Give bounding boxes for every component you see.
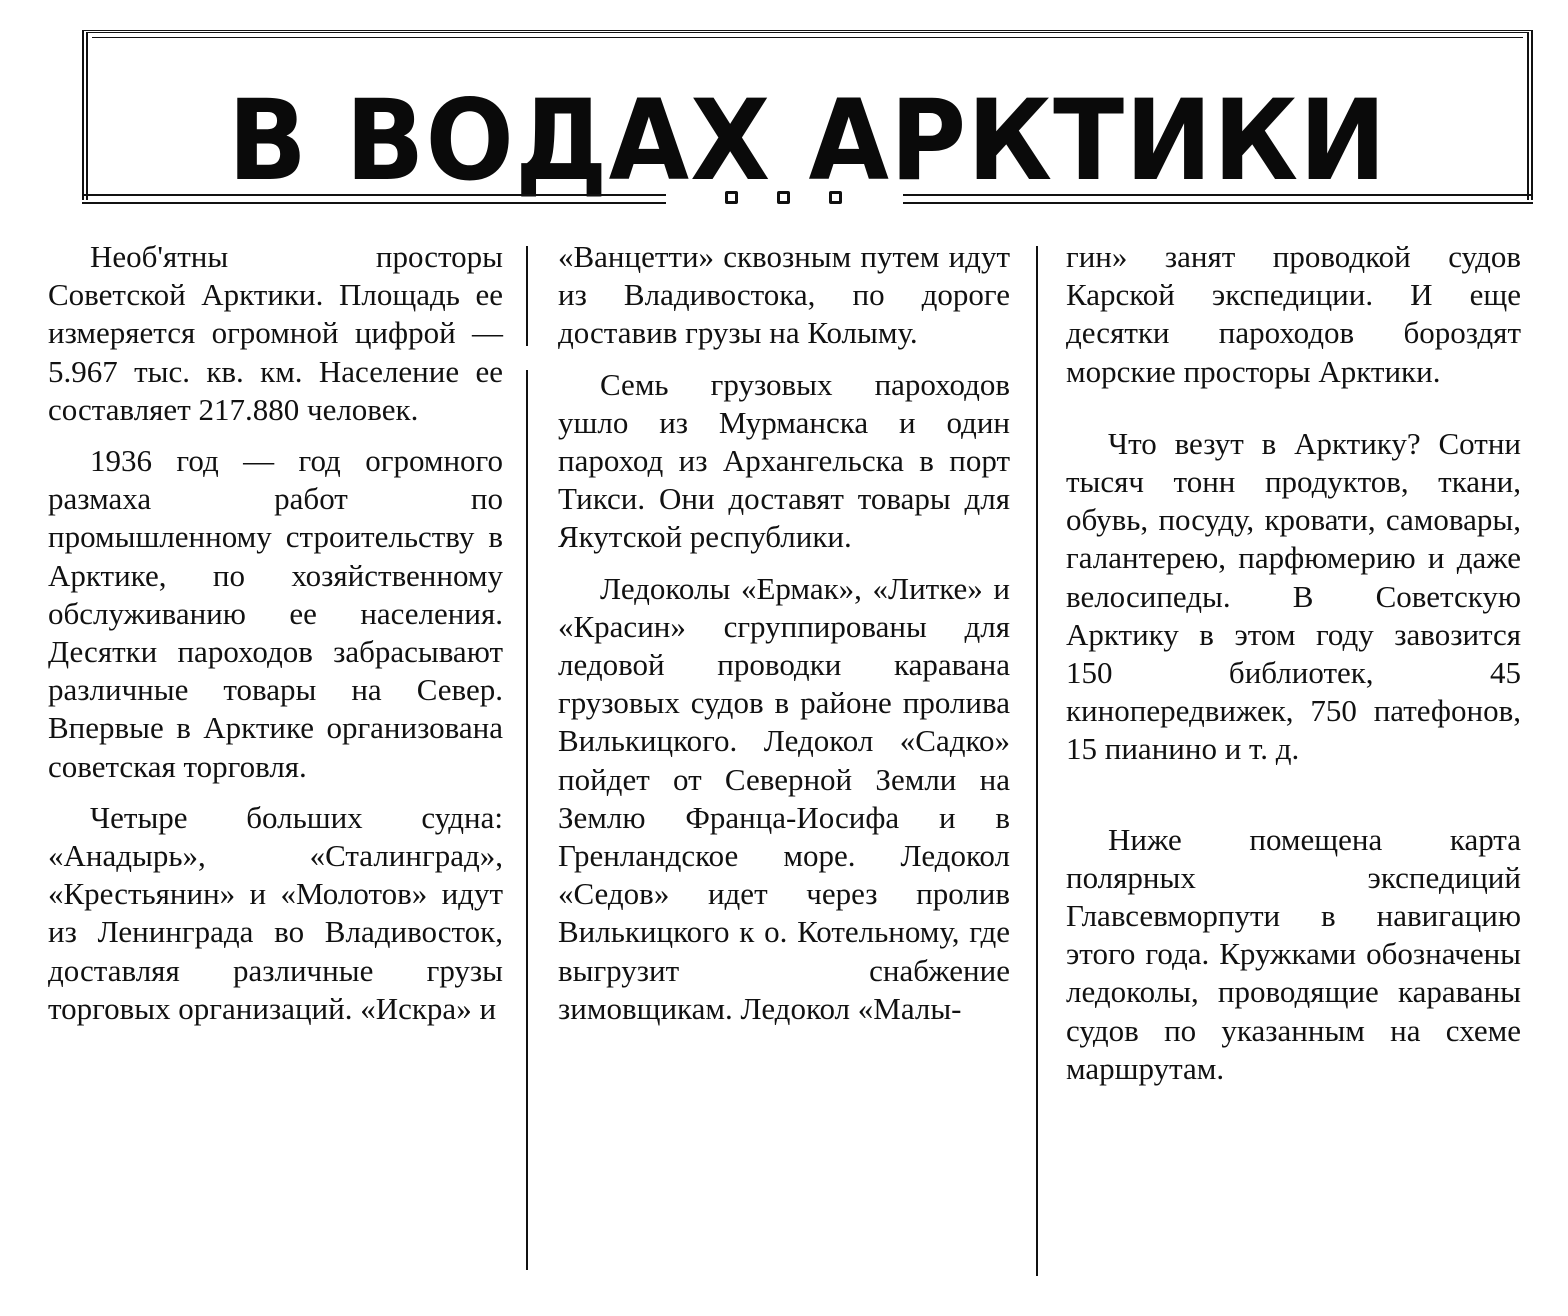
paragraph: Четыре больших судна: «Анадырь», «Сталинград», «Крестьянин» и «Молотов» идут из Ленинграда во Владивосток, доставляя различные грузы торговых организаций. «Искра» и: [48, 799, 503, 1026]
paragraph: гин» занят проводкой судов Карской экспедиции. И еще десятки пароходов бороздят морские просторы Арктики.: [1066, 239, 1521, 389]
paragraph: Ледоколы «Ермак», «Литке» и «Красин» сгруппированы для ледовой проводки каравана грузовых судов в районе пролива Вилькицкого. Ледокол «Садко» пойдет от Северной Земли на Землю Франца-Иосифа и в Гренландское море. Ледокол «Седов» идет через пролив Вилькицкого к о. Котельному, где выгрузит снабжение зимовщикам. Ледокол «Малы-: [558, 570, 1010, 1026]
paragraph: «Ванцетти» сквозным путем идут из Владивостока, по дороге доставив грузы на Колыму.: [558, 239, 1010, 351]
column-divider: [1036, 246, 1038, 1276]
header-rule-left: [82, 194, 666, 204]
headline-frame-inner-rule: [92, 37, 1523, 38]
ornament-square-icon: [725, 191, 738, 204]
paragraph: Что везут в Арктику? Сотни тысяч тонн продуктов, ткани, обувь, посуду, кровати, самовары, галантерею, парфюмерию и даже велосипеды. В Советскую Арктику в этом году завозится 150 библиотек, 45 кинопередвижек, 750 патефонов, 15 пианино и т. д.: [1066, 425, 1521, 767]
headline-frame: [82, 30, 1533, 206]
header-ornament: [725, 191, 845, 207]
paragraph: 1936 год — год огромного размаха работ по промышленному строительству в Арктике, по хозяйственному обслуживанию ее населения. Десятки пароходов забрасывают различные товары на Север. Впервые в Арктике организована советская торговля.: [48, 443, 503, 784]
map-note-paragraph: Ниже помещена карта полярных экспедиций Главсевморпути в навигацию этого года. Кружками обозначены ледоколы, проводящие караваны судов по указанным на схеме маршрутам.: [1066, 821, 1521, 1086]
headline: В ВОДАХ АРКТИКИ: [227, 75, 1388, 206]
article-column-3: [1066, 238, 1521, 1101]
article-column-2: [558, 238, 1010, 1041]
ornament-square-icon: [777, 191, 790, 204]
paragraph: Семь грузовых пароходов ушло из Мурманска и один пароход из Архангельска в порт Тикси. Они доставят товары для Якутской республики.: [558, 366, 1010, 555]
paragraph: Необ'ятны просторы Советской Арктики. Площадь ее измеряется огромной цифрой — 5.967 тыс. кв. км. Население ее составляет 217.880 человек.: [48, 239, 503, 427]
column-divider: [526, 246, 528, 346]
header-rule-right: [903, 194, 1533, 204]
column-divider: [526, 370, 528, 1270]
article-column-1: [48, 238, 503, 1041]
ornament-square-icon: [829, 191, 842, 204]
